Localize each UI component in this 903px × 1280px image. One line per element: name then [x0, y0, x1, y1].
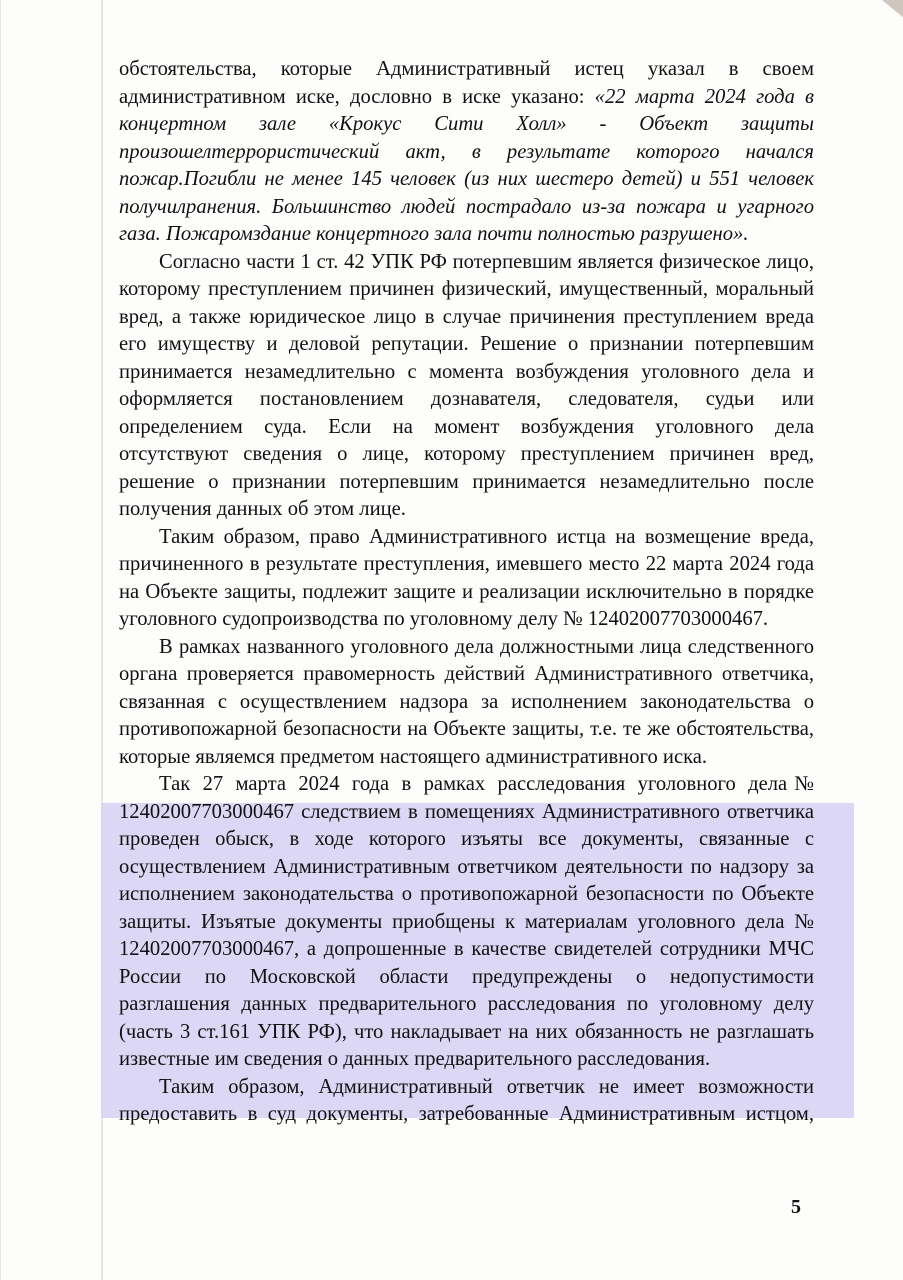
paragraph: Таким образом, Административный ответчик не имеет возможности предоставить в суд документы, затребованные Административным истцом, [119, 1075, 814, 1125]
paragraph: Согласно части 1 ст. 42 УПК РФ потерпевшим является физическое лицо, которому преступлением причинен физический, имущественный, моральный вред, а также юридическое лицо в случае причинения преступлением вреда его имуществу и деловой репутации. Решение о признании потерпевшим принимается незамедлительно с момента возбуждения уголовного дела и оформляется постановлением дознавателя, следователя, судьи или определением суда. Если на момент возбуждения уголовного дела отсутствуют сведения о лице, которому преступлением причинен вред, решение о признании потерпевшим принимается незамедлительно после получения данных об этом лице. [119, 250, 814, 520]
paragraph-continuation [119, 56, 814, 249]
quoted-claim-text: «22 марта 2024 года в концертном зале «Крокус Сити Холл» - Объект защиты произошелтеррористический акт, в результате которого начался пожар.Погибли не менее 145 человек (из них шестеро детей) и 551 человек получилранения. Большинство людей пострадало из-за пожара и угарного газа. Пожаромздание концертного зала почти полностью разрушено». [119, 85, 814, 245]
page-number: 5 [791, 1196, 801, 1218]
paragraph: В рамках названного уголовного дела должностными лица следственного органа проверяется правомерность действий Административного ответчика, связанная с осуществлением надзора за исполнением законодательства о противопожарной безопасности на Объекте защиты, т.е. те же обстоятельства, которые являемся предметом настоящего административного иска. [119, 635, 814, 768]
paragraph: Таким образом, право Административного истца на возмещение вреда, причиненного в результате преступления, имевшего место 22 марта 2024 года на Объекте защиты, подлежит защите и реализации исключительно в порядке уголовного судопроизводства по уголовному делу № 12402007703000467. [119, 525, 814, 630]
page-corner [882, 0, 903, 18]
paragraph-text: обстоятельства, которые Административный истец указал в своем административном иске, дословно в иске указано: [119, 58, 814, 108]
highlighted-paragraph: Так 27 марта 2024 года в рамках расследования уголовного дела№ 12402007703000467 следствием в помещениях Административного ответчика проведен обыск, в ходе которого изъяты все документы, связанные с осуществлением Административным ответчиком деятельности по надзору за исполнением законодательства о противопожарной безопасности по Объекте защиты. Изъятые документы приобщены к материалам уголовного дела № 12402007703000467, а допрошенные в качестве свидетелей сотрудники МЧС России по Московской области предупреждены о недопустимости разглашения данных предварительного расследования по уголовному делу (часть 3 ст.161 УПК РФ), что накладывает на них обязанность не разглашать известные им сведения о данных предварительного расследования. [119, 773, 814, 1070]
document-body [119, 56, 814, 1129]
